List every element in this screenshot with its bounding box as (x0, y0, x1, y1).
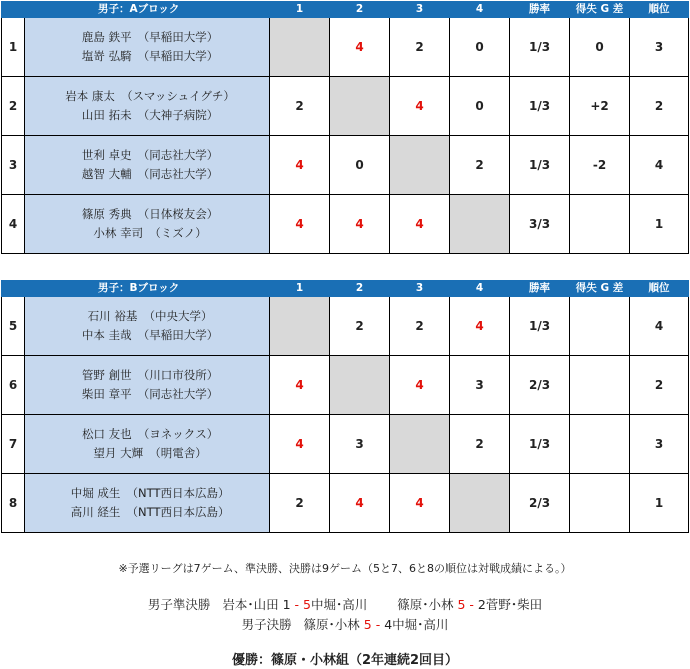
score-cell: 4 (330, 195, 390, 254)
self-cell (270, 18, 330, 77)
score-cell: 4 (390, 195, 450, 254)
block-a-header (2, 2, 689, 18)
block-b-header (2, 281, 689, 297)
col-header-2: 2 (330, 2, 390, 18)
player-line (25, 425, 269, 444)
win-rate: 1/3 (510, 415, 570, 474)
col-header-2: 2 (330, 281, 390, 297)
player-affiliation: （中央大学） (143, 309, 213, 323)
col-header-3: 3 (390, 2, 450, 18)
block-b-title: 男子：Bブロック (2, 281, 270, 297)
semifinal-1-score-a: 1 (282, 597, 291, 612)
semifinal-label: 男子準決勝 (147, 597, 211, 612)
table-row (2, 297, 689, 356)
player-name: 石川 裕基 (87, 309, 138, 323)
player-line (25, 28, 269, 47)
seed-number: 3 (2, 136, 25, 195)
score-cell: 4 (270, 356, 330, 415)
table-row (2, 415, 689, 474)
game-diff (570, 195, 630, 254)
player-affiliation: （川口市役所） (137, 368, 219, 382)
player-line (25, 106, 269, 125)
block-a-table (1, 1, 689, 254)
table-row (2, 136, 689, 195)
semifinal-results (0, 595, 690, 613)
pair-cell (25, 195, 270, 254)
final-label: 男子決勝 (241, 617, 292, 632)
player-name: 望月 大輝 (93, 446, 144, 460)
score-cell: 4 (270, 136, 330, 195)
semifinal-1-separator: - (294, 597, 300, 612)
player-affiliation: （同志社大学） (137, 148, 219, 162)
player-name: 中本 圭哉 (81, 328, 132, 342)
score-cell: 4 (390, 77, 450, 136)
semifinal-2-separator: - (469, 597, 474, 612)
player-name: 世利 卓史 (81, 148, 132, 162)
score-cell: 2 (450, 415, 510, 474)
game-diff: -2 (570, 136, 630, 195)
player-line (25, 307, 269, 326)
score-cell: 2 (390, 297, 450, 356)
score-cell: 4 (330, 18, 390, 77)
player-affiliation: （明電舎） (149, 446, 207, 460)
final-separator: - (375, 617, 381, 632)
rank: 4 (630, 297, 689, 356)
player-name: 高川 経生 (70, 505, 121, 519)
col-header-rank: 順位 (630, 281, 689, 297)
rank: 3 (630, 18, 689, 77)
player-name: 松口 友也 (81, 427, 132, 441)
player-line (25, 146, 269, 165)
pair-cell (25, 136, 270, 195)
semifinal-2-score-a: 5 (457, 597, 466, 612)
table-row (2, 356, 689, 415)
winner-line: 優勝：篠原・小林組（2年連続2回目） (231, 653, 459, 668)
player-line (25, 224, 269, 243)
game-diff: +2 (570, 77, 630, 136)
self-cell (450, 474, 510, 533)
rank: 4 (630, 136, 689, 195)
player-affiliation: （同志社大学） (137, 167, 219, 181)
block-a-title: 男子：Aブロック (2, 2, 270, 18)
player-affiliation: （ミズノ） (149, 226, 207, 240)
win-rate: 1/3 (510, 136, 570, 195)
player-affiliation: （ヨネックス） (137, 427, 219, 441)
score-cell: 0 (330, 136, 390, 195)
rank: 3 (630, 415, 689, 474)
rank: 2 (630, 356, 689, 415)
rank: 1 (630, 474, 689, 533)
semifinal-2-team-a: 篠原･小林 (397, 597, 454, 612)
col-header-1: 1 (270, 281, 330, 297)
player-name: 鹿島 鉄平 (81, 30, 132, 44)
player-affiliation: （早稲田大学） (137, 328, 219, 342)
final-result (0, 615, 690, 633)
player-affiliation: （早稲田大学） (137, 30, 219, 44)
player-line (25, 444, 269, 463)
col-header-win-rate: 勝率 (510, 281, 570, 297)
player-name: 塩嵜 弘騎 (81, 49, 132, 63)
seed-number: 8 (2, 474, 25, 533)
score-cell: 4 (390, 356, 450, 415)
rank: 1 (630, 195, 689, 254)
player-affiliation: （NTT西日本広島） (126, 505, 230, 519)
pair-cell (25, 297, 270, 356)
player-line (25, 326, 269, 345)
player-line (25, 47, 269, 66)
player-name: 岩本 康太 (65, 89, 115, 103)
final-score-b: 4 (384, 617, 393, 632)
semifinal-2-team-b: 菅野･柴田 (485, 597, 543, 612)
rules-note: ※予選リーグは7ゲーム、準決勝、決勝は9ゲーム（5と7、6と8の順位は対戦成績による。） (118, 562, 572, 575)
score-cell: 2 (450, 136, 510, 195)
score-cell: 2 (270, 474, 330, 533)
player-name: 小林 幸司 (93, 226, 144, 240)
game-diff (570, 356, 630, 415)
win-rate: 1/3 (510, 297, 570, 356)
self-cell (330, 77, 390, 136)
seed-number: 1 (2, 18, 25, 77)
player-name: 管野 創世 (81, 368, 132, 382)
score-cell: 2 (270, 77, 330, 136)
col-header-1: 1 (270, 2, 330, 18)
semifinal-1-team-a: 岩本･山田 (222, 597, 279, 612)
final-score-a: 5 (363, 617, 372, 632)
player-name: 柴田 章平 (81, 387, 132, 401)
pair-cell (25, 474, 270, 533)
win-rate: 2/3 (510, 474, 570, 533)
seed-number: 6 (2, 356, 25, 415)
player-affiliation: （同志社大学） (137, 387, 219, 401)
table-row (2, 474, 689, 533)
semifinal-1-score-b: 5 (303, 597, 311, 612)
self-cell (450, 195, 510, 254)
score-cell: 0 (450, 77, 510, 136)
table-row (2, 195, 689, 254)
game-diff (570, 474, 630, 533)
score-cell: 0 (450, 18, 510, 77)
player-affiliation: （スマッシュイグチ） (121, 89, 235, 103)
final-team-a: 篠原･小林 (303, 617, 360, 632)
seed-number: 7 (2, 415, 25, 474)
score-cell: 2 (330, 297, 390, 356)
game-diff (570, 415, 630, 474)
win-rate: 1/3 (510, 77, 570, 136)
col-header-4: 4 (450, 281, 510, 297)
player-line (25, 205, 269, 224)
win-rate: 3/3 (510, 195, 570, 254)
player-line (25, 503, 269, 522)
final-team-b: 中堀･高川 (392, 617, 449, 632)
self-cell (330, 356, 390, 415)
seed-number: 4 (2, 195, 25, 254)
table-row (2, 18, 689, 77)
score-cell: 4 (390, 474, 450, 533)
player-affiliation: （日体桜友会） (137, 207, 219, 221)
player-line (25, 165, 269, 184)
col-header-game-diff: 得失 G 差 (570, 281, 630, 297)
pair-cell (25, 77, 270, 136)
block-b-table (1, 280, 689, 533)
score-cell: 2 (390, 18, 450, 77)
pair-cell (25, 415, 270, 474)
score-cell: 4 (450, 297, 510, 356)
player-affiliation: （NTT西日本広島） (126, 486, 230, 500)
player-affiliation: （大神子病院） (137, 108, 219, 122)
seed-number: 2 (2, 77, 25, 136)
score-cell: 3 (450, 356, 510, 415)
rank: 2 (630, 77, 689, 136)
score-cell: 4 (270, 195, 330, 254)
score-cell: 4 (270, 415, 330, 474)
col-header-win-rate: 勝率 (510, 2, 570, 18)
pair-cell (25, 18, 270, 77)
semifinal-2-score-b: 2 (477, 597, 486, 612)
self-cell (270, 297, 330, 356)
self-cell (390, 415, 450, 474)
col-header-3: 3 (390, 281, 450, 297)
col-header-4: 4 (450, 2, 510, 18)
player-name: 中堀 成生 (70, 486, 121, 500)
player-name: 山田 拓未 (81, 108, 132, 122)
game-diff: 0 (570, 18, 630, 77)
win-rate: 2/3 (510, 356, 570, 415)
col-header-game-diff: 得失 G 差 (570, 2, 630, 18)
player-line (25, 484, 269, 503)
player-affiliation: （早稲田大学） (137, 49, 219, 63)
player-name: 篠原 秀典 (81, 207, 132, 221)
col-header-rank: 順位 (630, 2, 689, 18)
self-cell (390, 136, 450, 195)
score-cell: 3 (330, 415, 390, 474)
table-row (2, 77, 689, 136)
seed-number: 5 (2, 297, 25, 356)
player-line (25, 385, 269, 404)
score-cell: 4 (330, 474, 390, 533)
player-name: 越智 大輔 (81, 167, 132, 181)
pair-cell (25, 356, 270, 415)
player-line (25, 87, 269, 106)
player-line (25, 366, 269, 385)
semifinal-1-team-b: 中堀･高川 (310, 597, 368, 612)
win-rate: 1/3 (510, 18, 570, 77)
game-diff (570, 297, 630, 356)
